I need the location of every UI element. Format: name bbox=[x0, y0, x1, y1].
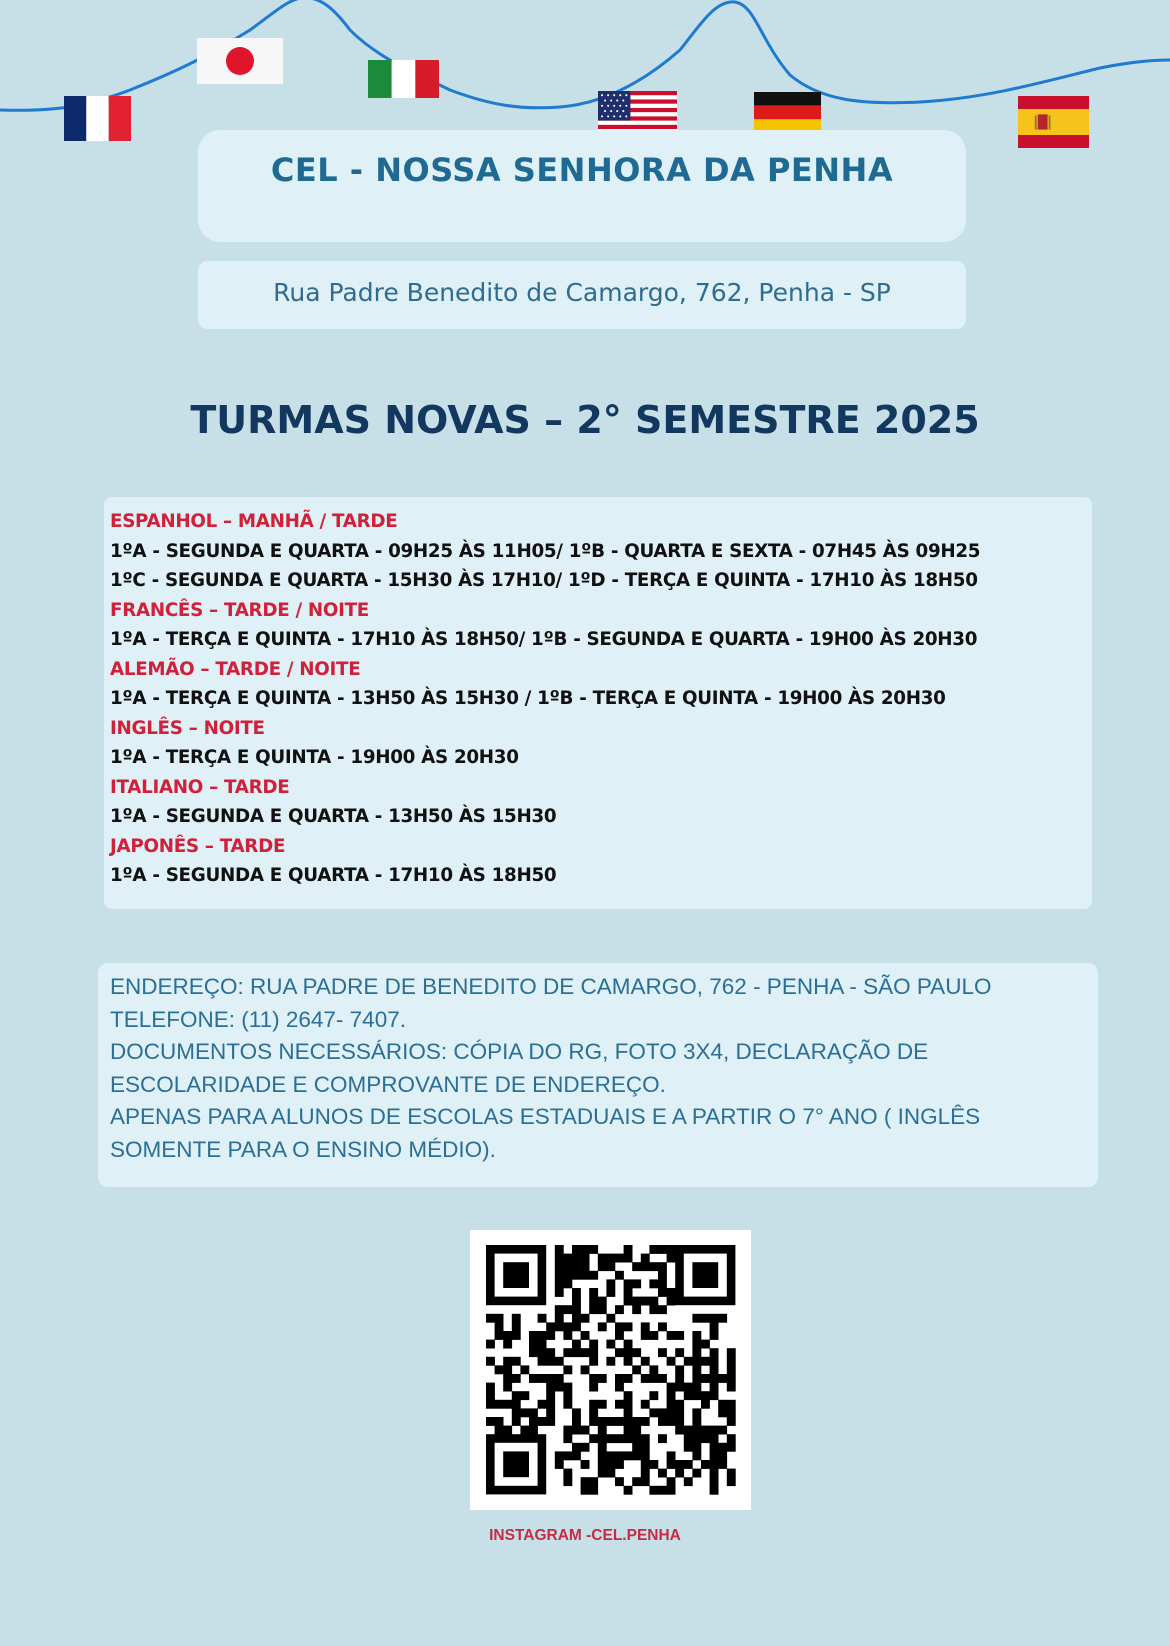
class-line: 1ºA - SEGUNDA E QUARTA - 13H50 ÀS 15H30 bbox=[110, 806, 557, 827]
schedule-card bbox=[104, 497, 1092, 909]
info-documents: DOCUMENTOS NECESSÁRIOS: CÓPIA DO RG, FOTO 3X4, DECLARAÇÃO DE bbox=[110, 1039, 929, 1064]
school-title: CEL - NOSSA SENHORA DA PENHA bbox=[270, 151, 894, 189]
language-heading: ESPANHOL – MANHÃ / TARDE bbox=[110, 511, 398, 532]
class-line: 1ºA - SEGUNDA E QUARTA - 17H10 ÀS 18H50 bbox=[110, 865, 557, 886]
page-title: TURMAS NOVAS – 2° SEMESTRE 2025 bbox=[190, 398, 980, 442]
instagram-handle[interactable]: INSTAGRAM -CEL.PENHA bbox=[489, 1527, 681, 1544]
info-list bbox=[98, 963, 1098, 1174]
class-line: 1ºC - SEGUNDA E QUARTA - 15H30 ÀS 17H10/ 1ºD - TERÇA E QUINTA - 17H10 ÀS 18H50 bbox=[110, 570, 978, 591]
language-heading: INGLÊS – NOITE bbox=[110, 717, 265, 739]
class-line: 1ºA - SEGUNDA E QUARTA - 09H25 ÀS 11H05/ 1ºB - QUARTA E SEXTA - 07H45 ÀS 09H25 bbox=[110, 540, 981, 562]
language-heading: ALEMÃO – TARDE / NOITE bbox=[110, 658, 361, 680]
france-flag-icon bbox=[64, 96, 131, 141]
spain-flag-icon bbox=[1018, 96, 1089, 148]
germany-flag-icon bbox=[754, 92, 821, 133]
schedule-list bbox=[104, 497, 1092, 901]
language-heading: ITALIANO – TARDE bbox=[110, 776, 290, 798]
info-address: ENDEREÇO: RUA PADRE DE BENEDITO DE CAMARGO, 762 - PENHA - SÃO PAULO bbox=[110, 974, 992, 999]
info-eligibility-cont: SOMENTE PARA O ENSINO MÉDIO). bbox=[110, 1136, 496, 1162]
info-phone: TELEFONE: (11) 2647- 7407. bbox=[110, 1006, 406, 1032]
class-line: 1ºA - TERÇA E QUINTA - 13H50 ÀS 15H30 / 1ºB - TERÇA E QUINTA - 19H00 ÀS 20H30 bbox=[110, 688, 946, 709]
info-card bbox=[98, 963, 1098, 1187]
language-heading: JAPONÊS – TARDE bbox=[110, 835, 286, 857]
class-line: 1ºA - TERÇA E QUINTA - 19H00 ÀS 20H30 bbox=[110, 747, 519, 768]
language-heading: FRANCÊS – TARDE / NOITE bbox=[110, 599, 369, 621]
address-card bbox=[198, 261, 966, 329]
qr-code-icon[interactable] bbox=[470, 1230, 751, 1510]
title-card bbox=[198, 130, 966, 242]
info-eligibility: APENAS PARA ALUNOS DE ESCOLAS ESTADUAIS E A PARTIR O 7° ANO ( INGLÊS bbox=[110, 1104, 981, 1129]
japan-flag-icon bbox=[197, 38, 283, 84]
info-documents-cont: ESCOLARIDADE E COMPROVANTE DE ENDEREÇO. bbox=[110, 1071, 666, 1097]
italy-flag-icon bbox=[368, 60, 439, 98]
class-line: 1ºA - TERÇA E QUINTA - 17H10 ÀS 18H50/ 1ºB - SEGUNDA E QUARTA - 19H00 ÀS 20H30 bbox=[110, 629, 978, 650]
school-address: Rua Padre Benedito de Camargo, 762, Penha - SP bbox=[273, 278, 891, 307]
